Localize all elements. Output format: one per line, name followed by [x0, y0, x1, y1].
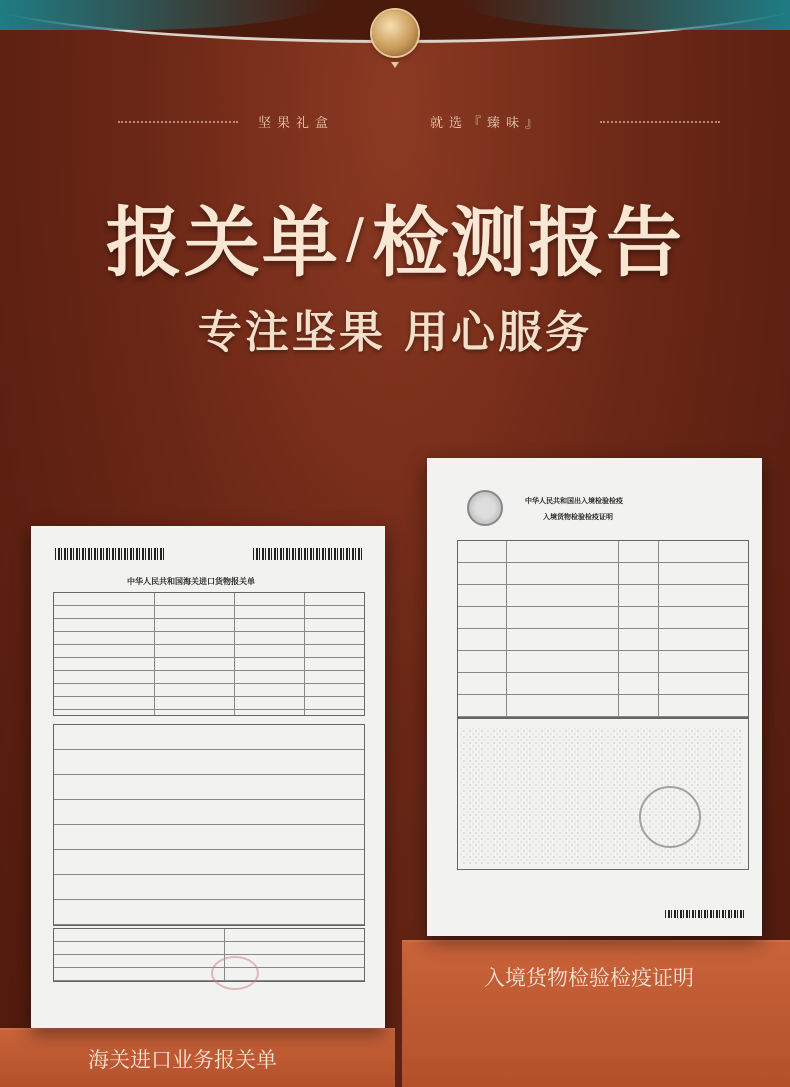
cert-official-stamp	[639, 786, 701, 848]
inspection-certificate-image	[427, 458, 762, 936]
customs-doc-title: 中华人民共和国海关进口货物报关单	[127, 577, 255, 586]
headline-slash: /	[345, 207, 367, 270]
headline-part2: 检测报告	[372, 198, 685, 287]
customs-stamp	[211, 956, 259, 990]
caption-customs: 海关进口业务报关单	[88, 1048, 277, 1072]
headline	[0, 182, 790, 291]
barcode-left	[55, 548, 165, 560]
cert-doc-subtitle: 入境货物检验检疫证明	[543, 513, 613, 521]
ciq-logo-icon	[467, 490, 503, 526]
caption-inspection: 入境货物检验检疫证明	[484, 966, 694, 990]
customs-goods-grid	[53, 724, 365, 926]
cert-background-pattern	[461, 728, 743, 864]
headline-part1: 报关单	[105, 198, 340, 287]
barcode-right	[253, 548, 363, 560]
tagline-right: 就选『臻味』	[430, 116, 545, 131]
dotted-line-right	[600, 121, 720, 123]
customs-header-grid	[53, 592, 365, 716]
cert-info-grid	[457, 540, 749, 718]
cert-doc-title: 中华人民共和国出入境检验检疫	[525, 497, 623, 505]
customs-declaration-image	[31, 526, 385, 1028]
pointer-icon	[391, 62, 399, 68]
brand-medallion-icon	[372, 10, 418, 56]
subheadline: 专注坚果 用心服务	[197, 307, 593, 358]
tagline-left: 坚果礼盒	[258, 116, 335, 131]
customs-footer-grid	[53, 928, 365, 982]
dotted-line-left	[118, 121, 238, 123]
cert-barcode	[665, 910, 745, 918]
tagline-row	[0, 112, 790, 132]
